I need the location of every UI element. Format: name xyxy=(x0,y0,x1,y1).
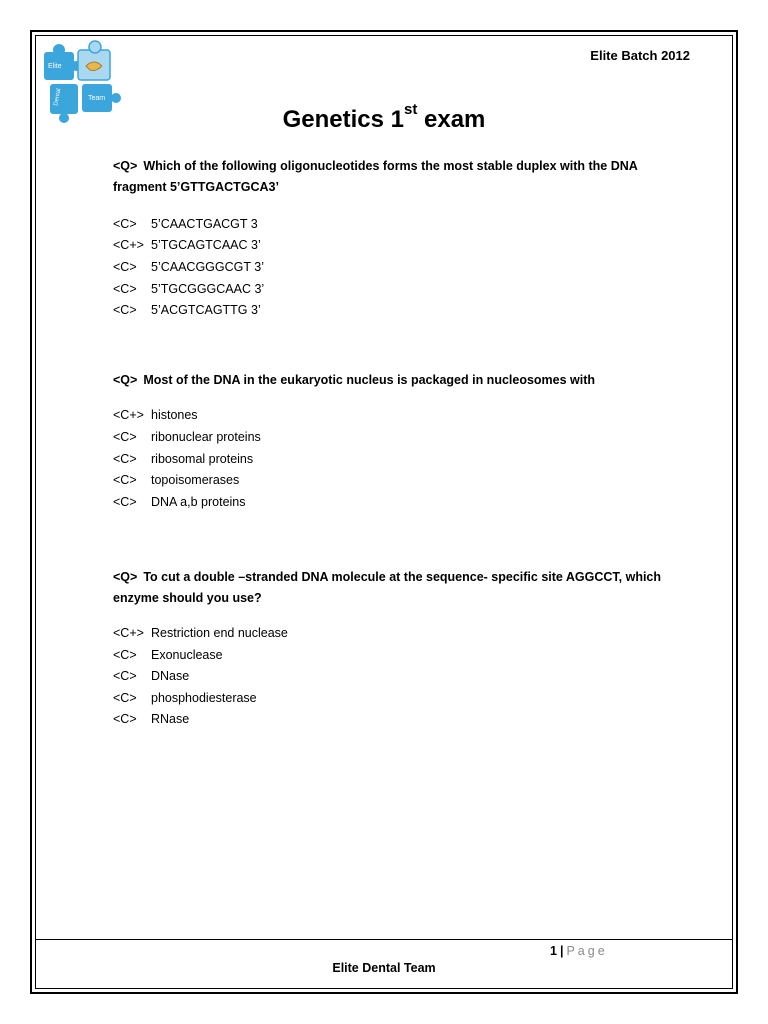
q1-option-1 xyxy=(113,216,258,232)
q1-option-4 xyxy=(113,281,264,297)
logo-text-team: Team xyxy=(88,95,106,102)
title-rest: exam xyxy=(417,106,486,133)
question-text: Which of the following oligonucleotides forms the most stable duplex with the DNA fragment 5’GTTGACTGCA3’ xyxy=(113,159,638,194)
q3-option-2 xyxy=(113,647,223,663)
option-tag: <C> xyxy=(113,430,137,444)
page-word: Page xyxy=(566,944,608,958)
q2-option-3 xyxy=(113,451,253,467)
q3-option-3 xyxy=(113,668,189,684)
option-tag: <C> xyxy=(113,260,137,274)
option-tag: <C> xyxy=(113,648,137,662)
question-tag: <Q> xyxy=(113,570,138,584)
option-text: phosphodiesterase xyxy=(151,691,257,705)
page-separator: | xyxy=(559,944,564,958)
option-tag: <C> xyxy=(113,473,137,487)
puzzle-piece-top-right xyxy=(78,41,110,80)
option-text: 5’TGCGGGCAAC 3’ xyxy=(151,282,265,296)
question-text: To cut a double –stranded DNA molecule at the sequence- specific site AGGCCT, which enzyme should you use? xyxy=(113,570,662,605)
option-text: DNA a,b proteins xyxy=(151,495,246,509)
logo-text-elite: Elite xyxy=(48,63,62,70)
logo-text-dental: Dental xyxy=(53,88,63,107)
option-text: histones xyxy=(151,408,198,422)
q3-option-1 xyxy=(113,625,288,641)
option-text: DNase xyxy=(151,669,190,683)
question-tag: <Q> xyxy=(113,373,138,387)
option-text: 5’CAACTGACGT 3 xyxy=(151,217,258,231)
option-tag: <C+> xyxy=(113,408,144,422)
option-text: Exonuclease xyxy=(151,648,223,662)
option-tag: <C> xyxy=(113,712,137,726)
q3-option-5 xyxy=(113,711,189,727)
q2-option-4 xyxy=(113,472,239,488)
q2-option-5 xyxy=(113,494,246,510)
question-2 xyxy=(113,370,673,391)
question-text: Most of the DNA in the eukaryotic nucleus is packaged in nucleosomes with xyxy=(143,373,596,387)
option-tag: <C+> xyxy=(113,626,144,640)
batch-label: Elite Batch 2012 xyxy=(590,48,690,63)
q1-option-5 xyxy=(113,302,261,318)
option-text: 5’CAACGGGCGT 3’ xyxy=(151,260,264,274)
option-text: Restriction end nuclease xyxy=(151,626,288,640)
question-3 xyxy=(113,567,673,609)
option-tag: <C> xyxy=(113,669,137,683)
puzzle-piece-top-left xyxy=(44,44,81,80)
page-number xyxy=(550,944,608,958)
title-main: Genetics 1 xyxy=(282,106,404,133)
footer-team-name: Elite Dental Team xyxy=(332,961,436,975)
question-1 xyxy=(113,156,673,198)
option-tag: <C> xyxy=(113,282,137,296)
footer-divider xyxy=(36,939,732,940)
q1-option-2 xyxy=(113,237,261,253)
option-text: ribonuclear proteins xyxy=(151,430,261,444)
option-text: RNase xyxy=(151,712,190,726)
option-text: 5’TGCAGTCAAC 3’ xyxy=(151,238,261,252)
option-tag: <C> xyxy=(113,217,137,231)
option-text: 5’ACGTCAGTTG 3’ xyxy=(151,303,261,317)
page-number-value: 1 xyxy=(550,944,557,958)
q3-option-4 xyxy=(113,690,257,706)
option-text: topoisomerases xyxy=(151,473,240,487)
option-tag: <C> xyxy=(113,495,137,509)
q1-option-3 xyxy=(113,259,264,275)
option-tag: <C> xyxy=(113,452,137,466)
q2-option-2 xyxy=(113,429,261,445)
option-text: ribosomal proteins xyxy=(151,452,254,466)
question-tag: <Q> xyxy=(113,159,138,173)
q2-option-1 xyxy=(113,407,198,423)
option-tag: <C+> xyxy=(113,238,144,252)
page-title xyxy=(0,101,768,134)
option-tag: <C> xyxy=(113,691,137,705)
option-tag: <C> xyxy=(113,303,137,317)
title-superscript: st xyxy=(404,101,418,118)
